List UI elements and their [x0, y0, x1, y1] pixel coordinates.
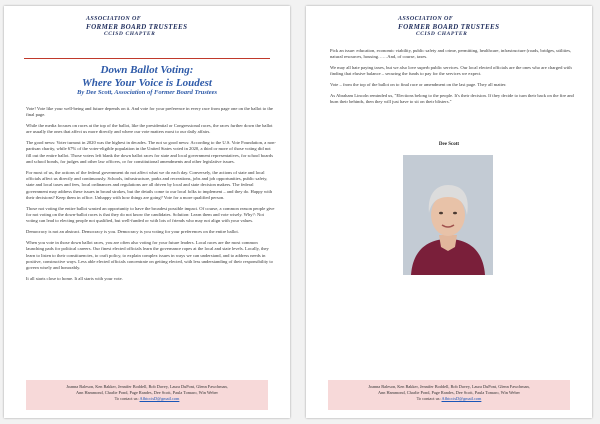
masthead-line3: CCISD CHAPTER — [416, 30, 468, 37]
paragraph: Those not voting the entire ballot wasted an opportunity to have the broadest possible impact. Of course, a common reason people give for not voting on the down-ballot races is that they do not know the candidates. Solution: Learn them and vote wisely. Why?: Not voting can lead to electing people not qualified, but well-funded or with lots of friends who may not align with your values. — [26, 205, 275, 224]
article-title-line1: Down Ballot Voting: — [100, 64, 194, 76]
footer-members-line2: Ann Hammond, Charlie Pond, Page Randes, Dee Scott, Paula Tomaro, Win Weber — [76, 389, 218, 395]
paragraph: Vote! Vote like your well-being and future depends on it. And vote for your preference in every race from page one on the ballot to the final page. — [26, 106, 273, 118]
footer-contact-label: To contact us: — [114, 395, 139, 401]
masthead-line2: FORMER BOARD TRUSTEES — [86, 22, 188, 31]
article-byline: By Dee Scott, Association of Former Board Trustees — [77, 89, 217, 97]
masthead-line1: ASSOCIATION OF — [398, 16, 454, 22]
newsletter-page-right — [306, 6, 592, 418]
footer-contact — [328, 396, 570, 402]
article-body-left — [26, 106, 276, 287]
paragraph: When you vote in those down ballot races, you are often also voting for your future leaders. Local races are the most common launching pads for political careers. Our finest elected officials learn the governance ropes at the local and state levels. Locally, they learn to listen to their constituencies, to craft policy, to explain complex issues in ways we can understand, and to address needs in positive, constructive ways. Less able elected officials concentrate on getting elected, with less understanding of their responsibility to govern wisely and honorably. — [26, 239, 273, 271]
article-body-right — [330, 48, 578, 110]
portrait-image — [403, 155, 493, 275]
masthead-line2: FORMER BOARD TRUSTEES — [398, 22, 500, 31]
photo-caption: Dee Scott — [438, 142, 460, 147]
paragraph: It all starts close to home. It all starts with your vote. — [26, 275, 123, 281]
masthead-right — [398, 16, 499, 37]
article-title-block — [22, 64, 272, 98]
footer-right — [328, 380, 570, 410]
masthead-left — [86, 16, 187, 37]
masthead-line1: ASSOCIATION OF — [86, 16, 142, 22]
footer-members-line2: Ann Hammond, Charlie Pond, Page Randes, Dee Scott, Paula Tomaro, Win Weber — [378, 389, 520, 395]
masthead-line3: CCISD CHAPTER — [104, 30, 156, 37]
footer-left — [26, 380, 268, 410]
paragraph: Democracy is not an abstract. Democracy is you. Democracy is you voting for your preferences on the entire ballot. — [26, 229, 239, 235]
masthead-divider — [24, 58, 270, 59]
contact-email-link[interactable]: AfbtccisD@gmail.com — [441, 395, 482, 401]
newsletter-page-left — [4, 6, 290, 418]
paragraph: While the media focuses on races at the top of the ballot, like the presidential or Congressional races, the races further down the ballot are usually the ones that affect us more directly and where our vote matters most to our daily affairs. — [26, 123, 273, 135]
footer-contact-label: To contact us: — [416, 395, 441, 401]
contact-email-link[interactable]: AfbtccisD@gmail.com — [139, 395, 180, 401]
paragraph: Vote – from the top of the ballot on to final race or amendment on the last page. They all matter. — [330, 82, 507, 88]
footer-contact — [26, 396, 268, 402]
paragraph: The good news: Voter turnout in 2020 was the highest in decades. The not so good news: According to the U.S. Vote Foundation, a non-partisan charity, while 67% of the voter-eligible population in the United States voted in 2020, a third or more of those voting did not fill out the entire ballot. Those voters left blank the down ballot races for state and local government representatives, for school boards and school bonds, for judges and other law officers, or for constitutional amendments and other legislative issues. — [26, 140, 276, 165]
paragraph: For most of us, the actions of the federal government do not affect what we do each day. Conversely, the actions of state and local officials affect us directly and continuously. Schools, infrastructure, parks and recreations, jobs and job opportunities, public safety, state and local taxes and fees, local ordinances and regulations are all driven by local and state decision makers. The federal government may address these issues in broad strokes, but the details come to our local folks to implement – and they do. Happy with their decisions? Keep them in office. Unhappy with how things are going? Vote for a more qualified person. — [26, 169, 273, 201]
article-title-line2: Where Your Voice is Loudest — [82, 76, 212, 89]
paragraph: We may all hate paying taxes, but we also love superb public services. Our local elected officials are the ones who are charged with finding that elusive balance – securing the funds to pay for the services we expect. — [330, 65, 572, 77]
footer-members-line1: Joanna Baleson, Ken Bakker, Jennifer Boddell, Bob Davey, Laura DuPont, Glenn Fawcbman, — [66, 384, 228, 389]
paragraph: As Abraham Lincoln reminded us, "Elections belong to the people. It's their decision. If they decide to turn their back on the fire and burn their behinds, then they will just have to sit on their blisters." — [330, 92, 574, 105]
paragraph: Pick an issue: education, economic viability, public safety and crime, permitting, healthcare, infrastructure (roads, bridges, utilities, natural resources, housing……And, of course, taxes. — [330, 48, 572, 60]
author-photo — [403, 155, 493, 275]
footer-members-line1: Joanna Baleson, Ken Bakker, Jennifer Boddell, Bob Davey, Laura DuPont, Glenn Fawcbman, — [368, 384, 530, 389]
